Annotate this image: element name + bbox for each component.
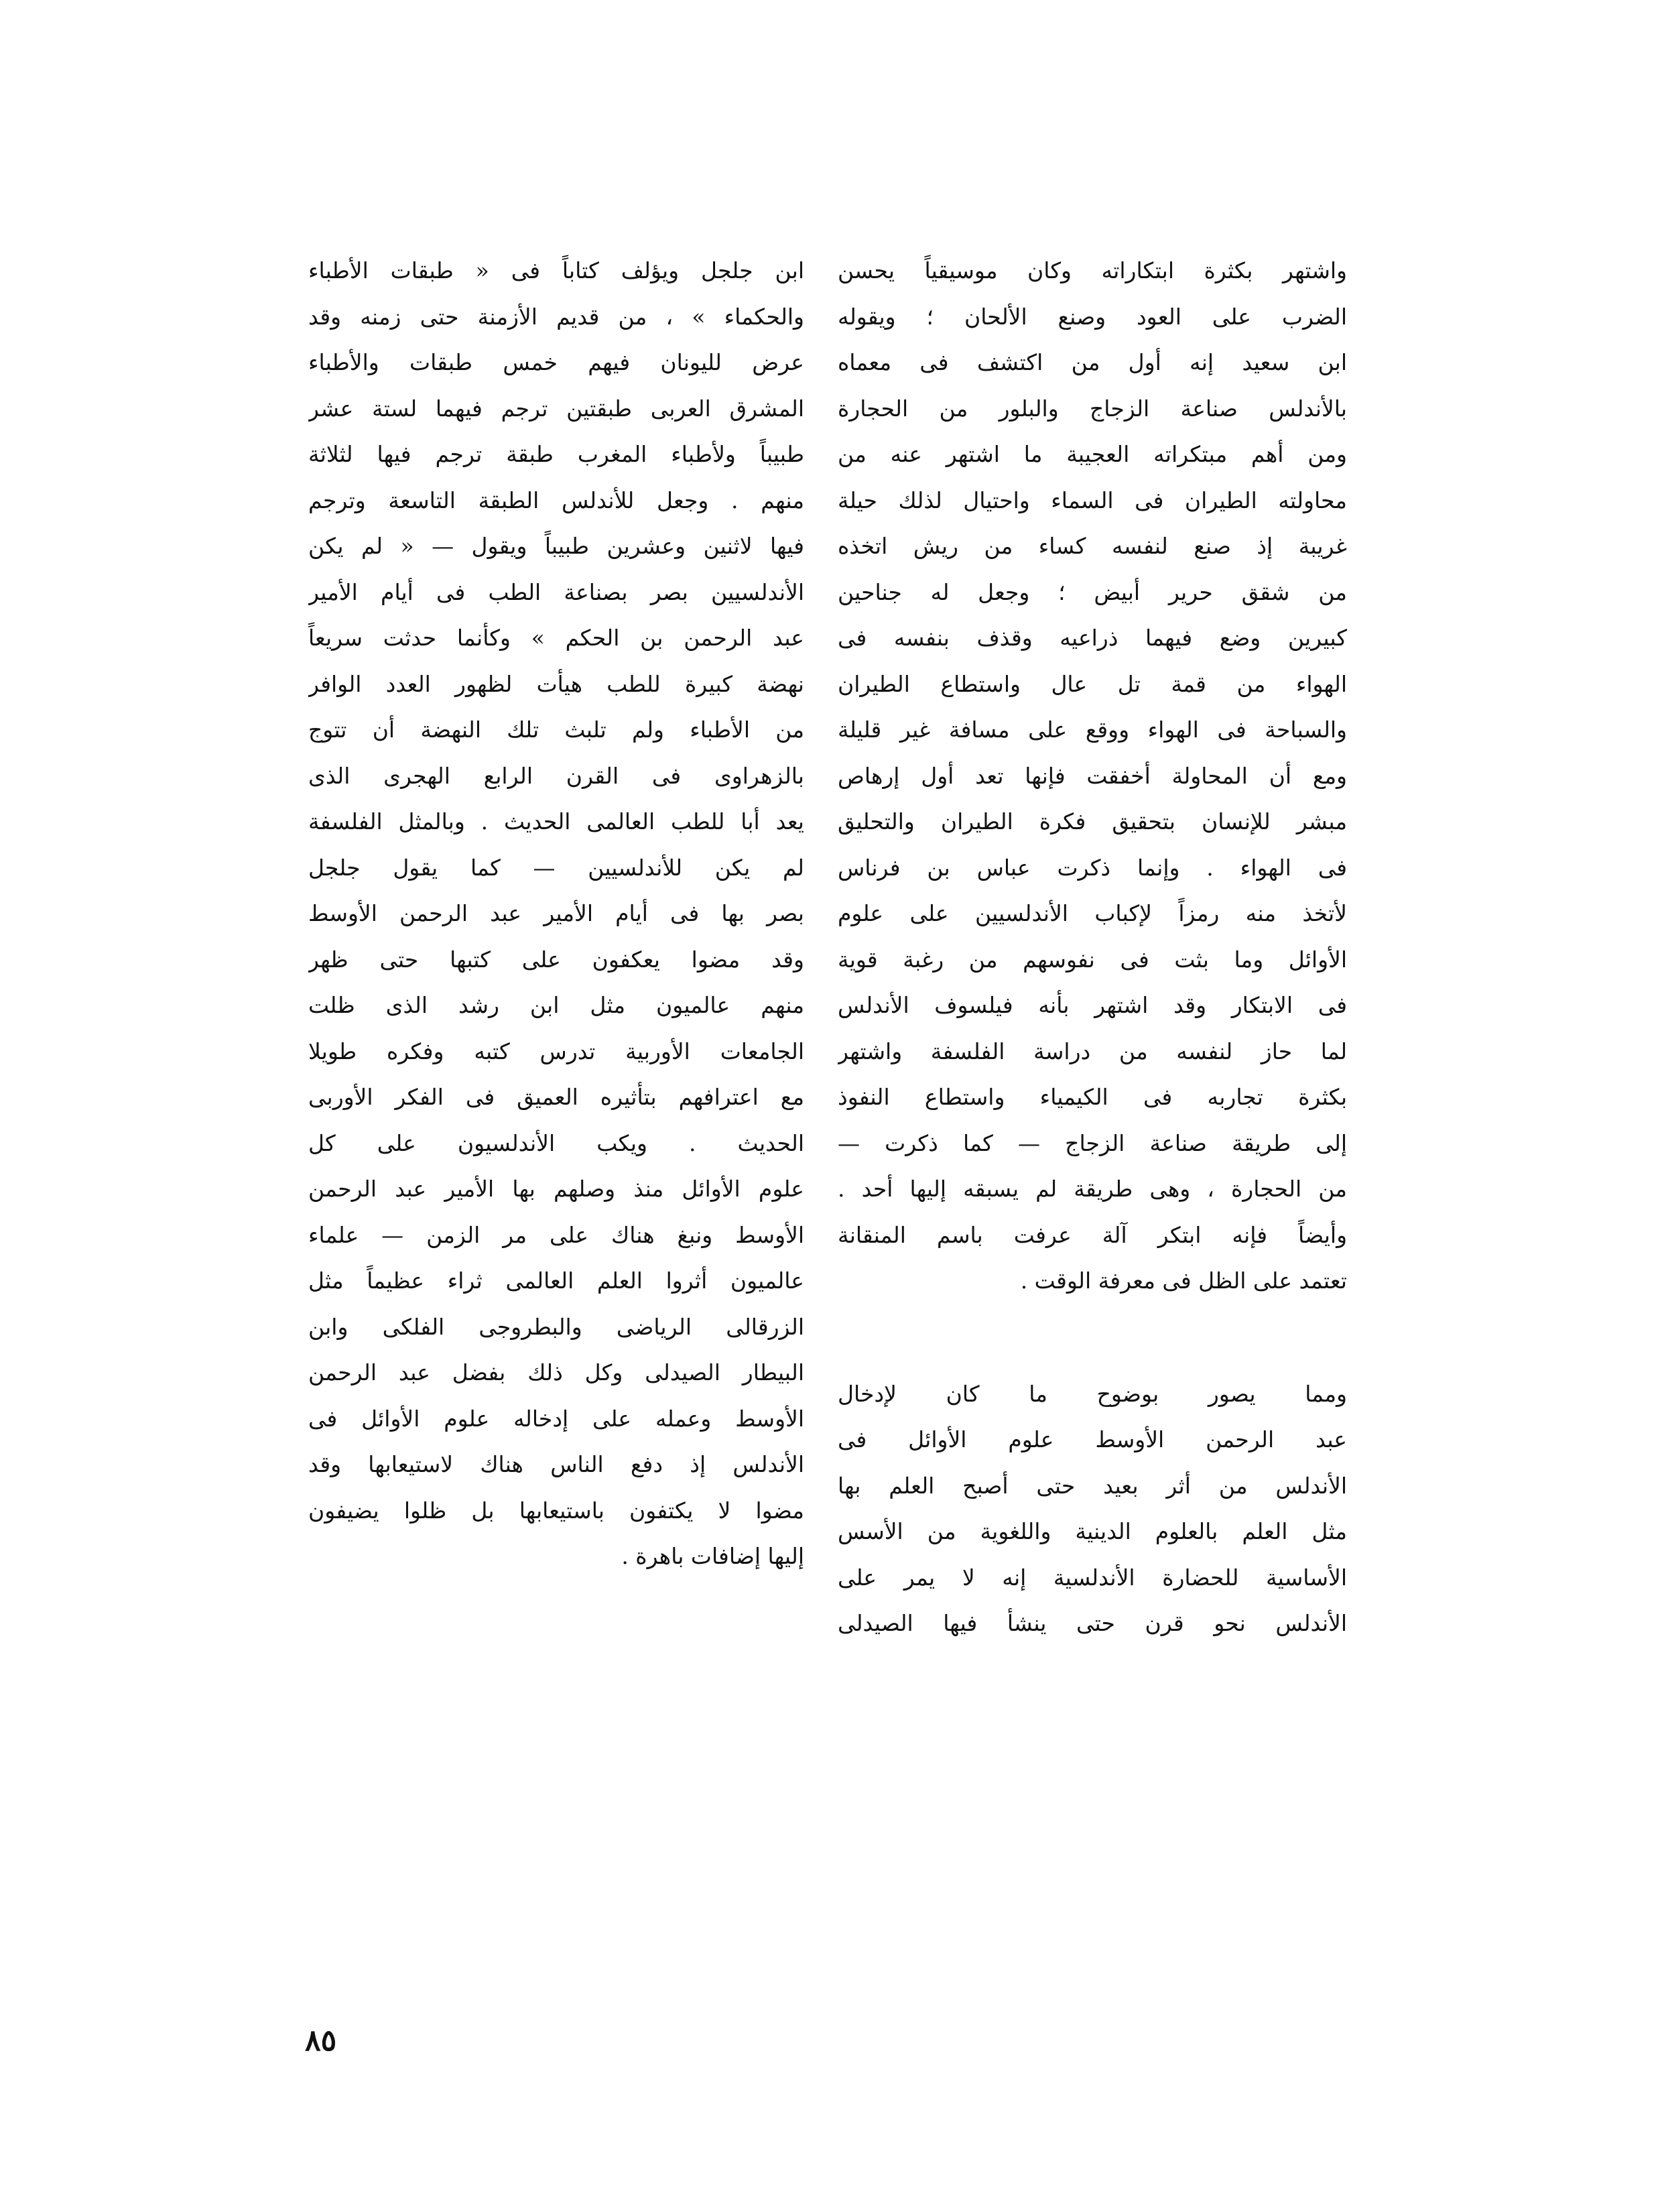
text-line: والسباحة فى الهواء ووقع على مسافة غير قليلة	[838, 717, 1347, 743]
text-line: عالميون أثروا العلم العالمى ثراء عظيماً مثل	[308, 1268, 804, 1294]
text-line: الزرقالى الرياضى والبطروجى الفلكى وابن	[308, 1313, 804, 1340]
text-line: محاولته الطيران فى السماء واحتيال لذلك حيلة	[838, 487, 1347, 513]
text-line: إلى طريقة صناعة الزجاج — كما ذكرت —	[838, 1129, 1347, 1156]
text-line: من الأطباء ولم تلبث تلك النهضة أن تتوج	[308, 717, 804, 743]
text-line: مثل العلم بالعلوم الدينية واللغوية من الأسس	[838, 1518, 1347, 1544]
text-line: الضرب على العود وصنع الألحان ؛ ويقوله	[838, 303, 1347, 330]
text-line: لما حاز لنفسه من دراسة الفلسفة واشتهر	[838, 1038, 1347, 1064]
text-line: منهم عالميون مثل ابن رشد الذى ظلت	[308, 992, 804, 1018]
text-line: فى الابتكار وقد اشتهر بأنه فيلسوف الأندلس	[838, 992, 1347, 1018]
page-number: ٨٥	[305, 2024, 337, 2058]
text-line: الأندلسيين بصر بصناعة الطب فى أيام الأمير	[308, 578, 804, 605]
text-line: الأندلس إذ دفع الناس هناك لاستيعابها وقد	[308, 1451, 804, 1477]
text-line: مع اعترافهم بتأثيره العميق فى الفكر الأوربى	[308, 1084, 804, 1110]
text-line: والحكماء » ، من قديم الأزمنة حتى زمنه وقد	[308, 303, 804, 330]
text-line: واشتهر بكثرة ابتكاراته وكان موسيقياً يحسن	[838, 257, 1347, 284]
text-line: الأوسط وعمله على إدخاله علوم الأوائل فى	[308, 1405, 804, 1432]
text-line: بالأندلس صناعة الزجاج والبلور من الحجارة	[838, 395, 1347, 422]
text-line: بالزهراوى فى القرن الرابع الهجرى الذى	[308, 762, 804, 789]
text-line: الهواء من قمة تل عال واستطاع الطيران	[838, 670, 1347, 697]
text-line: بصر بها فى أيام الأمير عبد الرحمن الأوسط	[308, 900, 804, 926]
text-line: يعد أبا للطب العالمى الحديث . وبالمثل الفلسفة	[308, 808, 804, 835]
text-line: مبشر للإنسان بتحقيق فكرة الطيران والتحليق	[838, 808, 1347, 835]
text-line: البيطار الصيدلى وكل ذلك بفضل عبد الرحمن	[308, 1359, 804, 1386]
text-line: ومن أهم مبتكراته العجيبة ما اشتهر عنه من	[838, 441, 1347, 467]
text-line: من شقق حرير أبيض ؛ وجعل له جناحين	[838, 578, 1347, 605]
text-line: فى الهواء . وإنما ذكرت عباس بن فرناس	[838, 854, 1347, 881]
text-line: بكثرة تجاربه فى الكيمياء واستطاع النفوذ	[838, 1084, 1347, 1110]
text-line: المشرق العربى طبقتين ترجم فيهما لستة عشر	[308, 395, 804, 422]
text-line: لأتخذ منه رمزاً لإكباب الأندلسيين على علوم	[838, 900, 1347, 926]
text-line: فيها لاثنين وعشرين طبيباً ويقول — « لم يكن	[308, 533, 804, 559]
text-line: منهم . وجعل للأندلس الطبقة التاسعة وترجم	[308, 487, 804, 513]
text-line: إليها إضافات باهرة .	[621, 1543, 804, 1569]
text-line: الأندلس من أثر بعيد حتى أصبح العلم بها	[838, 1472, 1347, 1499]
text-line: الجامعات الأوربية تدرس كتبه وفكره طويلا	[308, 1038, 804, 1064]
text-line: لم يكن للأندلسيين — كما يقول جلجل	[308, 854, 804, 881]
text-line: ومع أن المحاولة أخفقت فإنها تعد أول إرهاص	[838, 762, 1347, 789]
text-line: كبيرين وضع فيهما ذراعيه وقذف بنفسه فى	[838, 625, 1347, 651]
text-line: عبد الرحمن الأوسط علوم الأوائل فى	[838, 1426, 1347, 1453]
text-line: عرض لليونان فيهم خمس طبقات والأطباء	[308, 349, 804, 375]
text-line: الأندلس نحو قرن حتى ينشأ فيها الصيدلى	[838, 1610, 1347, 1636]
text-line: غريبة إذ صنع لنفسه كساء من ريش اتخذه	[838, 533, 1347, 559]
text-line: ومما يصور بوضوح ما كان لإدخال	[838, 1380, 1347, 1407]
text-line: علوم الأوائل منذ وصلهم بها الأمير عبد الرحمن	[308, 1176, 804, 1202]
text-line: مضوا لا يكتفون باستيعابها بل ظلوا يضيفون	[308, 1497, 804, 1524]
text-line: طبيباً ولأطباء المغرب طبقة ترجم فيها لثلاثة	[308, 441, 804, 467]
text-line: ابن سعيد إنه أول من اكتشف فى معماه	[838, 349, 1347, 375]
text-line: من الحجارة ، وهى طريقة لم يسبقه إليها أحد .	[838, 1176, 1347, 1202]
text-line: الأوائل وما بثت فى نفوسهم من رغبة قوية	[838, 946, 1347, 973]
text-line: الأوسط ونبغ هناك على مر الزمن — علماء	[308, 1221, 804, 1248]
paragraph-gap	[838, 1304, 1347, 1371]
text-line: وقد مضوا يعكفون على كتبها حتى ظهر	[308, 946, 804, 973]
text-line: عبد الرحمن بن الحكم » وكأنما حدثت سريعاً	[308, 625, 804, 651]
text-line: تعتمد على الظل فى معرفة الوقت .	[1020, 1268, 1347, 1294]
right-column	[838, 248, 1347, 1647]
text-line: وأيضاً فإنه ابتكر آلة عرفت باسم المنقانة	[838, 1221, 1347, 1248]
text-line: الأساسية للحضارة الأندلسية إنه لا يمر على	[838, 1564, 1347, 1591]
text-line: نهضة كبيرة للطب هيأت لظهور العدد الوافر	[308, 670, 804, 697]
text-line: الحديث . ويكب الأندلسيون على كل	[308, 1129, 804, 1156]
text-line: ابن جلجل ويؤلف كتاباً فى « طبقات الأطباء	[308, 257, 804, 284]
left-column	[308, 248, 804, 1580]
